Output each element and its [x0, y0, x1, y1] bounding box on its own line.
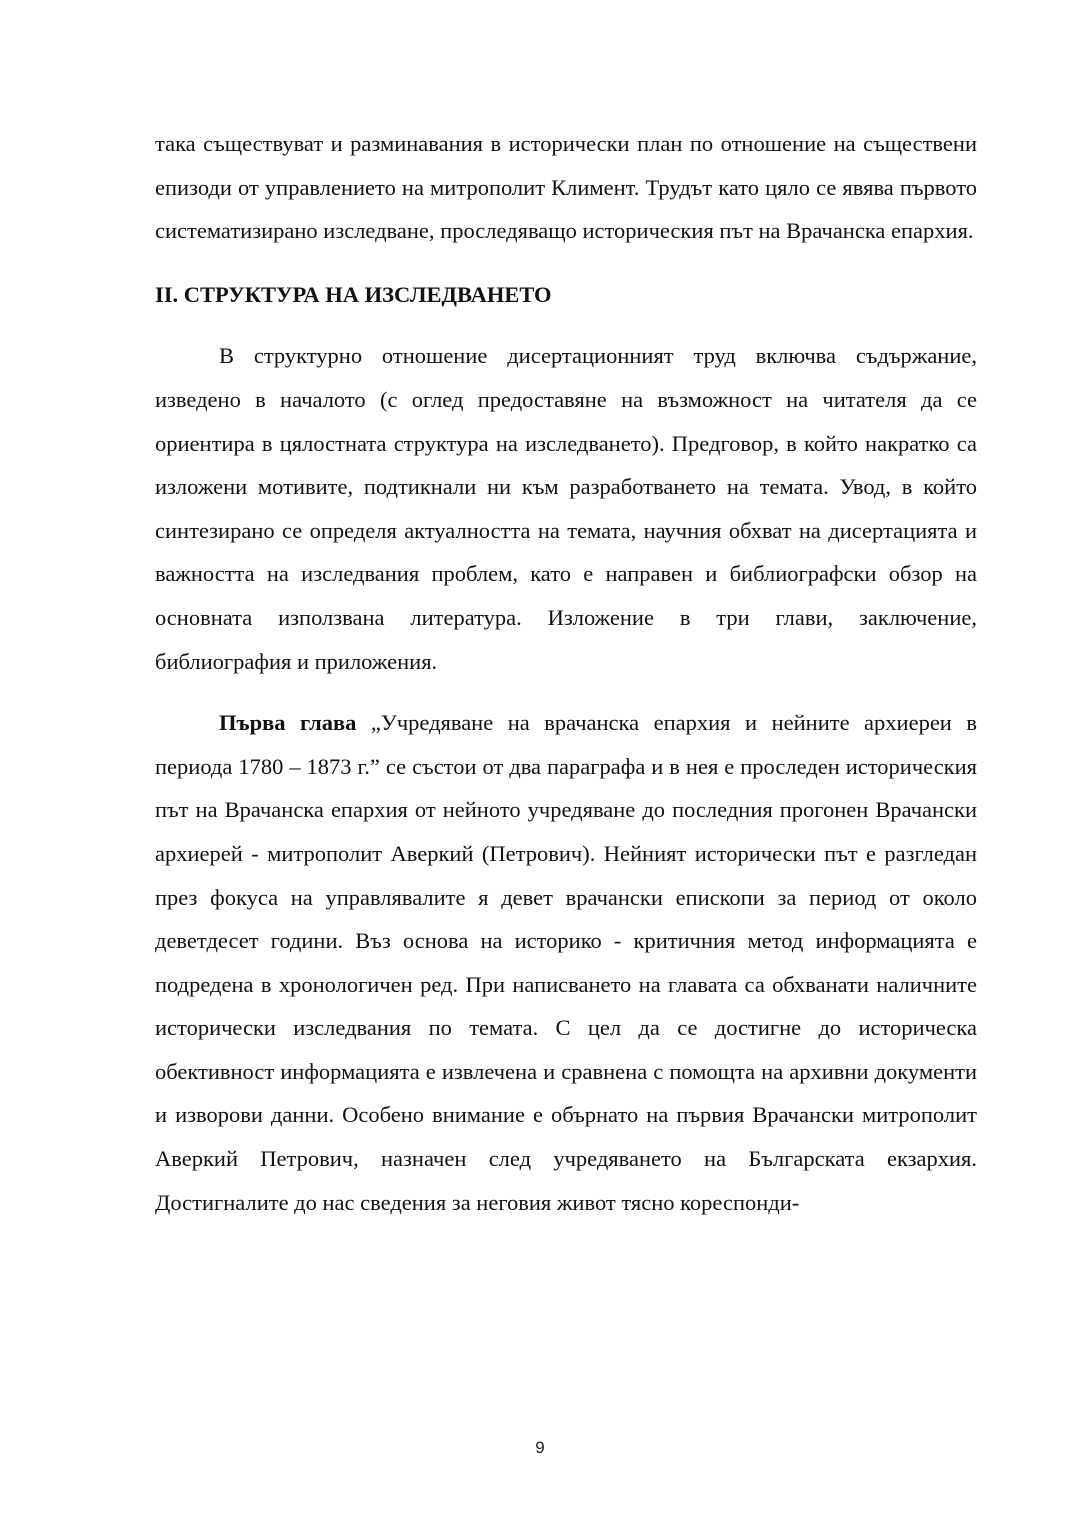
section-heading: II. СТРУКТУРА НА ИЗСЛЕДВАНЕТО	[155, 281, 552, 307]
paragraph-chapter-one	[155, 701, 977, 1224]
document-page	[155, 122, 977, 1224]
chapter-one-lead: Първа глава	[219, 710, 357, 736]
paragraph-structure: В структурно отношение дисертационният труд включва съдържание, изведено в началото (с оглед предоставяне на възможност на читателя да се ориентира в цялостната структура на изследването). Предговор, в който накратко са изложени мотивите, подтикнали ни към разработването на темата. Увод, в който синтезирано се определя актуалността на темата, научния обхват на дисертацията и важността на изследвания проблем, като е направен и библиографски обзор на основната използвана литература. Изложение в три глави, заключение, библиография и приложения.	[155, 343, 977, 674]
chapter-one-body: „Учредяване на врачанска епархия и нейните архиереи в периода 1780 – 1873 г.” се състои от два параграфа и в нея е проследен историческия път на Врачанска епархия от нейното учредяване до последния прогонен Врачански архиерей - митрополит Аверкий (Петрович). Нейният исторически път е разгледан през фокуса на управлявалите я девет врачански епископи за период от около деветдесет години. Въз основа на историко - критичния метод информацията е подредена в хронологичен ред. При написването на главата са обхванати наличните исторически изследвания по темата. С цел да се достигне до историческа обективност информацията е извлечена и сравнена с помощта на архивни документи и изворови данни. Особено внимание е обърнато на първия Врачански митрополит Аверкий Петрович, назначен след учредяването на Българската екзархия. Достигналите до нас сведения за неговия живот тясно кореспонди-	[155, 710, 977, 1215]
page-number: 9	[535, 1438, 545, 1457]
paragraph-intro-continuation: така съществуват и разминавания в исторически план по отношение на съществени епизоди от управлението на митрополит Климент. Трудът като цяло се явява първото систематизирано изследване, проследяващо историческия път на Врачанска епархия.	[155, 131, 977, 244]
